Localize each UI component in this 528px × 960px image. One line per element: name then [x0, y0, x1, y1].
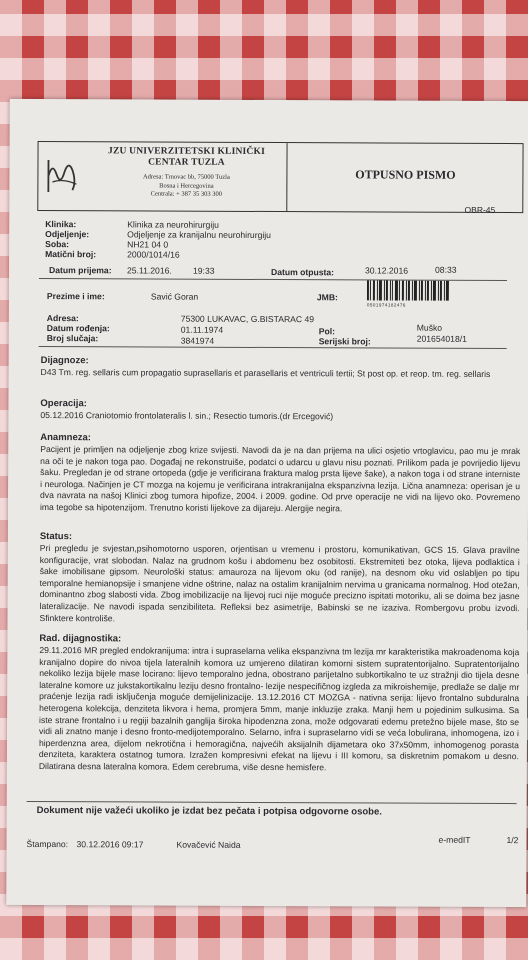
status-text: Pri pregledu je svjestan,psihomotorno usporen, orjentisan u vremenu i prostoru, komunikativan, GCS 15. Glava pravilne konfiguracije, vrat slobodan. Nalaz na grudnom košu i abdomenu bez osobitosti. Ekstremiteti bez otoka, lijeva podlaktica i šake imobilisane gipsom. Neurološki status: amauroza na lijevom oku (od ranije), na desnom oku vid oslabljen po tipu temporalne hemianopsije i smanjene vidne oštrine, nalaz na ostalim kranijalnim nervima u granicama normalnog. Hod otežan, dominantno zbog slabosti vida. Zbog imobilizacije na lijevoj ruci nije moguće precizno ispitati motoriku, ali se doima bez jasne lateralizacije. Ne navodi ispada senzibiliteta. Refleksi bez asimetrije, Babinski se ne izaziva. Rombergovu probu izvodi. Sfinktere kontroliše.: [39, 543, 520, 623]
jmb-label: JMB:: [316, 292, 338, 303]
rodjenje-value: 01.11.1974: [180, 324, 224, 335]
header-divider: [286, 143, 287, 211]
vrijeme-otpusta: 08:33: [434, 264, 457, 275]
operacija-text: 05.12.2016 Craniotomio frontolateralis l. sin.; Resectio tumoris.(dr Ercegović): [40, 410, 334, 422]
vrijeme-prijema: 19:33: [192, 265, 215, 276]
dijagnoze-title: Dijagnoze:: [40, 355, 89, 367]
rad-text: 29.11.2016 MR pregled endokranijuma: intra i supraselarna velika ekspanzivna tm lezija mr karakteristika makroadenoma koja kranijalno dopire do nivoa tijela lateralnih komora uz umjereno dilatiran komorni sistem supratentorijalno. Supratentorijalno nekoliko lezija bijele mase locirano: lijevo temporalno jedna, obostrano parijetalno subkortikalno te uz stražnji dio tijela desne lateralne komore uz jukstakortikalnu leziju desno frontalno- lezije nespecifičnog izgleda za mikroishemije, predlaže se dalje mr praćenje lezija radi isključenja moguće demijelinizacije. 13.12.2016 CT MOZGA - nativna serija: lijevo frontalno subduralna heterogena kolekcija, denziteta likvora i hema, promjera 5mm, manje inkluzije zraka. Manji hem u pojedinim sulkusima. Sa iste strane frontalno i u regiji bazalnih ganglija široka hipodenzna zona, može odgovarati edemu pretežno bijele mase, što se vidi ali znatno manje i desno fronto-medijotemporalno. Selarno, infra i supraselarno vidi se veća lobulirana, inhomogena, izo i hiperdenzna area, dijelom nekrotična i hemoragična, najvećih aksijalnih dijametara oko 37x50mm, inhomogenog porasta denziteta, karaktera ostatnog tumora. Izražen kompresivni efekat na lijevu i III komoru, sa diskretnim pomakom u desno. Dilatirana desna lateralna komora. Edem cerebruma, više desne hemisfere.: [38, 645, 520, 773]
address-line1: Adresa: Trnovac bb, 75000 Tuzla: [142, 173, 230, 181]
serijski-label: Serijski broj:: [318, 336, 371, 347]
institution-name-line2: CENTAR TUZLA: [148, 157, 225, 169]
klinika-label: Klinika:: [45, 219, 77, 230]
rodjenje-label: Datum rođenja:: [46, 323, 110, 334]
printed-value: 30.12.2016 09:17: [76, 839, 144, 850]
printed-label: Štampano:: [26, 838, 69, 850]
maticni-label: Matični broj:: [45, 249, 97, 260]
form-code: OBR-45: [464, 204, 496, 215]
barcode-digits: 0501974182476: [366, 302, 406, 308]
jmb-barcode: [367, 280, 449, 300]
maticni-value: 2000/1014/16: [127, 249, 180, 260]
validity-notice: Dokument nije važeći ukoliko je izdat bez pečata i potpisa odgovorne osobe.: [36, 804, 382, 818]
dijagnoze-text: D43 Tm. reg. sellaris cum propagatio suprasellaris et parasellaris et ventriculi tertii; St post op. et reop. tm. reg. sellaris: [40, 367, 491, 379]
ukc-logo: [38, 142, 84, 210]
rad-title: Rad. dijagnostika:: [39, 633, 122, 645]
printed-by: Kovačević Naida: [176, 839, 241, 850]
adresa-value: 75300 LUKAVAC, G.BISTARAC 49: [180, 313, 315, 325]
address-line3: Centrala: + 387 35 303 300: [150, 190, 223, 199]
slucaj-value: 3841974: [180, 335, 215, 346]
ime-value: Savić Goran: [150, 291, 199, 302]
letter-header: [37, 141, 523, 213]
odjeljenje-label: Odjeljenje:: [45, 229, 90, 240]
divider-footer: [27, 801, 517, 804]
divider-patient: [39, 346, 507, 349]
discharge-letter: [6, 99, 528, 907]
slucaj-label: Broj slučaja:: [46, 333, 99, 344]
klinika-value: Klinika za neurohirurgiju: [127, 219, 219, 230]
pol-label: Pol:: [318, 326, 336, 337]
soba-value: NH21 04 0: [127, 239, 169, 250]
soba-label: Soba:: [45, 239, 70, 250]
status-title: Status:: [39, 531, 73, 543]
datum-otpusta-label: Datum otpusta:: [270, 267, 335, 278]
institution-block: [86, 146, 286, 200]
odjeljenje-value: Odjeljenje za kranijalnu neurohirurgiju: [127, 229, 271, 241]
datum-prijema-value: 25.11.2016.: [126, 265, 172, 276]
datum-otpusta-value: 30.12.2016: [364, 265, 409, 276]
operacija-title: Operacija:: [40, 398, 87, 410]
serijski-value: 201654018/1: [416, 333, 467, 344]
page-number: 1/2: [506, 835, 519, 846]
institution-name-line1: JZU UNIVERZITETSKI KLINIČKI: [108, 146, 266, 157]
anamneza-text: Pacijent je primljen na odjeljenje zbog krize svijesti. Navodi da je na dan prijema na ulici osjetio vrtoglavicu, pao mu je mrak na oči te je nakon toga pao. Događaj ne rekonstruiše, podatci o udarcu u glavu nisu poznati. Prilikom pada je povrijedio lijevu šaku. Pregledan je od strane ortopeda (gdje je verificirana fraktura malog prsta lijeve šake), a nakon toga i od strane interniste i neurologa. Načinjen je CT mozga na kojemu je verificirana intrakranijalna ekspanzivna lezija. Lična anamneza: operisan je u dva navrata na našoj Klinici zbog tumora hipofize, 2004. i 2009. godine. Od prve operacije ne vidi na lijevo oko. Povremeno ima tegobe sa hipotenzijom. Trenutno koristi lijekove za dijareju. Alergije negira.: [39, 444, 521, 514]
adresa-label: Adresa:: [46, 313, 79, 324]
address-line2: Bosna i Hercegovina: [159, 182, 214, 190]
system-name: e-medIT: [438, 834, 471, 845]
datum-prijema-label: Datum prijema:: [48, 265, 112, 276]
anamneza-title: Anamneza:: [40, 432, 91, 444]
ime-label: Prezime i ime:: [46, 291, 105, 302]
pol-value: Muško: [416, 322, 443, 333]
document-title: OTPUSNO PISMO: [355, 167, 456, 182]
